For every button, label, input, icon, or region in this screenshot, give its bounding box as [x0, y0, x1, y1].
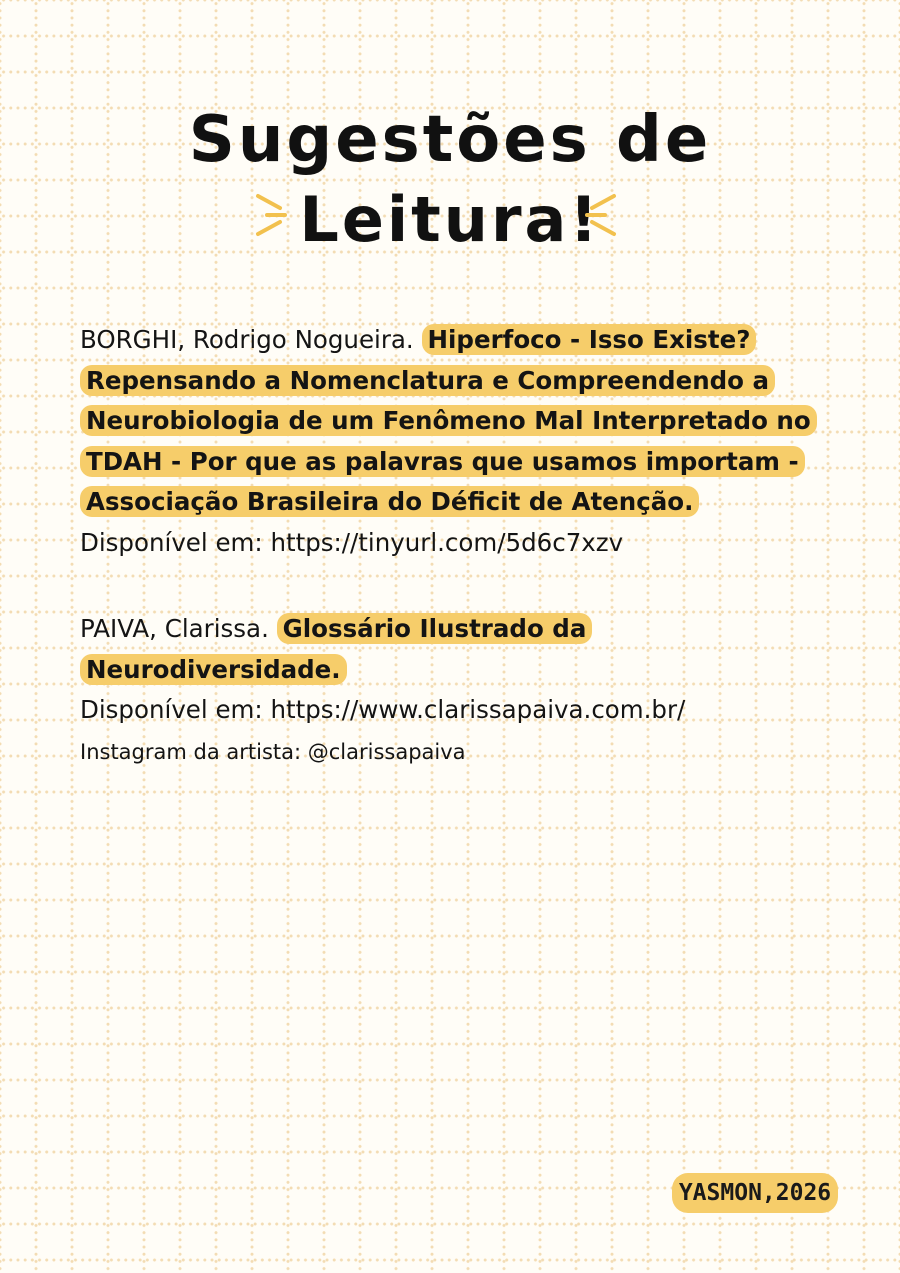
- reference-author: BORGHI, Rodrigo Nogueira.: [80, 325, 414, 354]
- reference-paiva: [80, 609, 840, 772]
- reference-available-link[interactable]: Disponível em: https://www.clarissapaiva.com.br/: [80, 695, 686, 724]
- sparkle-right-icon: [584, 188, 618, 242]
- reference-available-link[interactable]: Disponível em: https://tinyurl.com/5d6c7xzv: [80, 527, 624, 557]
- author-signature: YASMON,2026: [672, 1173, 838, 1213]
- page-title-line-1: Sugestões de: [188, 103, 712, 177]
- reference-instagram[interactable]: Instagram da artista: @clarissapaiva: [80, 739, 466, 764]
- page-title-line-2: Leitura!: [299, 183, 601, 256]
- reference-title-highlight: Glossário Ilustrado da Neurodiversidade.: [80, 613, 592, 685]
- reference-title-highlight: Hiperfoco - Isso Existe? Repensando a Nomenclatura e Compreendendo a Neurobiologia de um Fenômeno Mal Interpretado no TDAH - Por que as palavras que usamos importam - Associação Brasileira do Déficit de Atenção.: [80, 324, 817, 517]
- reference-author: PAIVA, Clarissa.: [80, 614, 269, 643]
- reference-borghi: [80, 320, 840, 563]
